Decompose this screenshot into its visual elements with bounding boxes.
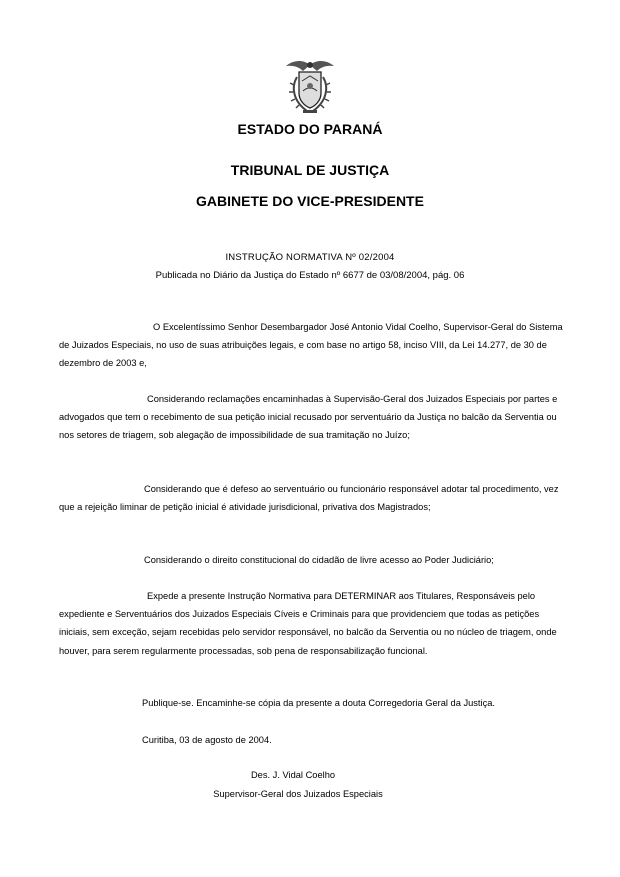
publication-note: Publicada no Diário da Justiça do Estado nº 6677 de 03/08/2004, pág. 06 bbox=[155, 270, 465, 281]
office-heading: GABINETE DO VICE-PRESIDENTE bbox=[196, 193, 424, 209]
paragraph-determination: Expede a presente Instrução Normativa para DETERMINAR aos Titulares, Responsáveis pelo expediente e Serventuários dos Juizados Especiais Cíveis e Criminais para que providenciem que todas as petições iniciais, sem exceção, sejam recebidas pelo servidor responsável, no balcão da Serventia ou no núcleo de triagem, onde houver, para serem regularmente processadas, sob pena de responsabilização funcional. bbox=[59, 591, 557, 656]
state-heading: ESTADO DO PARANÁ bbox=[237, 121, 383, 137]
court-heading: TRIBUNAL DE JUSTIÇA bbox=[230, 162, 390, 178]
paragraph-considering-complaints: Considerando reclamações encaminhadas à Supervisão-Geral dos Juizados Especiais por partes e advogados que tem o recebimento de sua petição inicial recusado por serventuário da Justiça no balcão da Serventia ou nos setores de triagem, sob alegação de impossibilidade de sua tramitação no Juízo; bbox=[59, 394, 558, 441]
coat-of-arms-icon bbox=[281, 57, 339, 115]
signatory-role: Supervisor-Geral dos Juizados Especiais bbox=[213, 789, 383, 799]
signatory-name: Des. J. Vidal Coelho bbox=[250, 770, 336, 780]
instruction-title: INSTRUÇÃO NORMATIVA Nº 02/2004 bbox=[225, 252, 395, 263]
paragraph-considering-access: Considerando o direito constitucional do cidadão de livre acesso ao Poder Judiciário; bbox=[144, 555, 494, 565]
publish-order: Publique-se. Encaminhe-se cópia da presente a douta Corregedoria Geral da Justiça. bbox=[142, 698, 495, 708]
place-date: Curitiba, 03 de agosto de 2004. bbox=[142, 735, 272, 745]
paragraph-considering-prohibited: Considerando que é defeso ao serventuário ou funcionário responsável adotar tal procedimento, vez que a rejeição liminar de petição inicial é atividade jurisdicional, privativa dos Magistrados; bbox=[59, 484, 559, 513]
paragraph-preamble: O Excelentíssimo Senhor Desembargador José Antonio Vidal Coelho, Supervisor-Geral do Sistema de Juizados Especiais, no uso de suas atribuições legais, e com base no artigo 58, inciso VIII, da Lei 14.277, de 30 de dezembro de 2003 e, bbox=[59, 322, 563, 369]
